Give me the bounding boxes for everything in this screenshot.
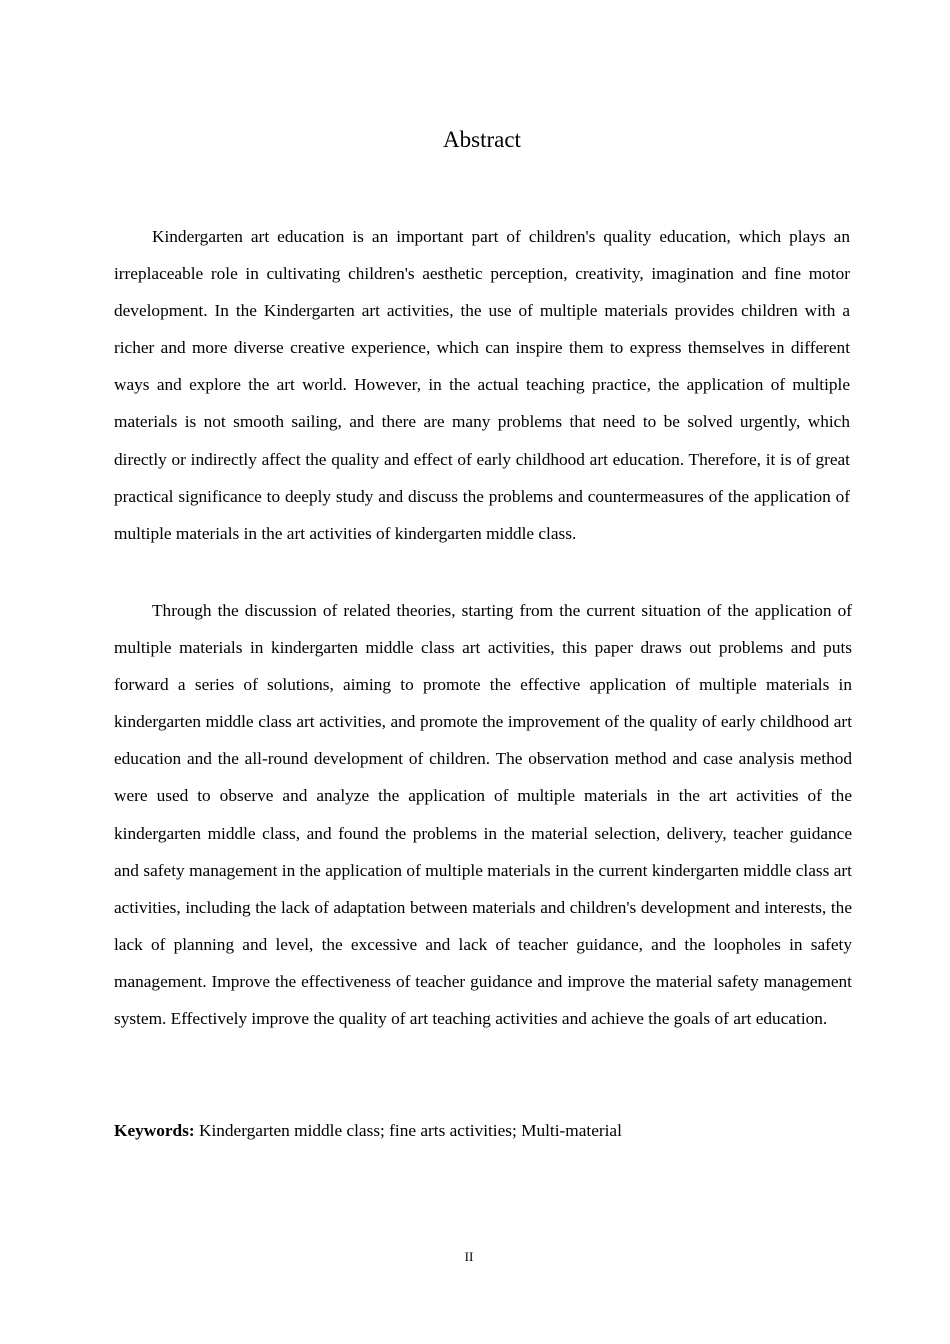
keywords-text: Kindergarten middle class; fine arts activities; Multi-material	[194, 1121, 622, 1140]
keywords-line	[114, 1112, 852, 1149]
abstract-paragraph-1: Kindergarten art education is an important part of children's quality education, which plays an irreplaceable role in cultivating children's aesthetic perception, creativity, imagination and fine motor development. In the Kindergarten art activities, the use of multiple materials provides children with a richer and more diverse creative experience, which can inspire them to express themselves in different ways and explore the art world. However, in the actual teaching practice, the application of multiple materials is not smooth sailing, and there are many problems that need to be solved urgently, which directly or indirectly affect the quality and effect of early childhood art education. Therefore, it is of great practical significance to deeply study and discuss the problems and countermeasures of the application of multiple materials in the art activities of kindergarten middle class.	[114, 227, 850, 543]
keywords-label: Keywords:	[114, 1121, 195, 1140]
page-title: Abstract	[443, 127, 521, 152]
page-number: II	[464, 1249, 474, 1264]
abstract-paragraph-2: Through the discussion of related theories, starting from the current situation of the application of multiple materials in kindergarten middle class art activities, this paper draws out problems and puts forward a series of solutions, aiming to promote the effective application of multiple materials in kindergarten middle class art activities, and promote the improvement of the quality of early childhood art education and the all-round development of children. The observation method and case analysis method were used to observe and analyze the application of multiple materials in the art activities of the kindergarten middle class, and found the problems in the material selection, delivery, teacher guidance and safety management in the application of multiple materials in the current kindergarten middle class art activities, including the lack of adaptation between materials and children's development and interests, the lack of planning and level, the excessive and lack of teacher guidance, and the loopholes in safety management. Improve the effectiveness of teacher guidance and improve the material safety management system. Effectively improve the quality of art teaching activities and achieve the goals of art education.	[114, 601, 852, 1029]
